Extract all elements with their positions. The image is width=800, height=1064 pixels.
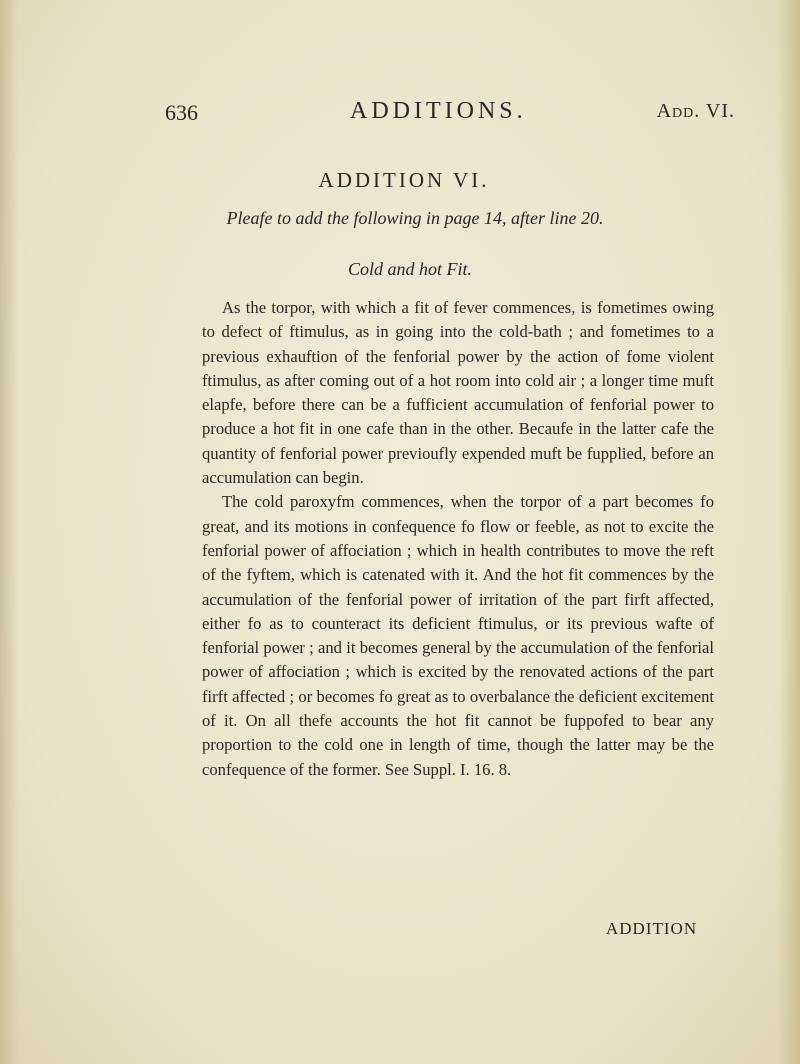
page-header: [165, 100, 735, 130]
page-number: 636: [165, 100, 198, 125]
paragraph: The cold paroxyfm commences, when the torpor of a part becomes fo great, and its motions in confequence fo flow or feeble, as not to excite the fenforial power of affociation ; which in health contributes to move the reft of the fyftem, which is catenated with it. And the hot fit commences by the accumulation of the fenforial power of irritation of the part firft affected, either fo as to counteract its deficient ftimulus, or its previous wafte of fenforial power ; and it becomes general by the accumulation of the fenforial power of affociation ; which is excited by the renovated actions of the part firft affected ; or becomes fo great as to overbalance the deficient excitement of it. On all thefe accounts the hot fit cannot be fuppofed to bear any proportion to the cold one in length of time, though the latter may be the confequence of the former. See Suppl. I. 16. 8.: [202, 492, 714, 779]
running-head: ADDITIONS.: [350, 98, 527, 124]
paragraph: As the torpor, with which a fit of fever commences, is fometimes owing to defect of ftimulus, as in going into the cold-bath ; and fometimes to a previous exhauftion of the fenforial power by the action of fome violent ftimulus, as after coming out of a hot room into cold air ; a longer time muft elapfe, before there can be a fufficient accumulation of fenforial power to produce a hot fit in one cafe than in the other. Becaufe in the latter cafe the quantity of fenforial power previoufly expended muft be fupplied, before an accumulation can begin.: [202, 298, 714, 488]
catchword: ADDITION: [606, 919, 698, 938]
section-mark: Add. VI.: [656, 100, 735, 122]
addition-title: ADDITION VI.: [318, 168, 490, 192]
body-text: [202, 296, 714, 782]
section-subheading: Cold and hot Fit.: [347, 259, 472, 279]
page-edge-shadow-left: [0, 0, 18, 1064]
insertion-instruction: Pleafe to add the following in page 14, after line 20.: [226, 208, 604, 228]
page-edge-shadow-right: [778, 0, 800, 1064]
